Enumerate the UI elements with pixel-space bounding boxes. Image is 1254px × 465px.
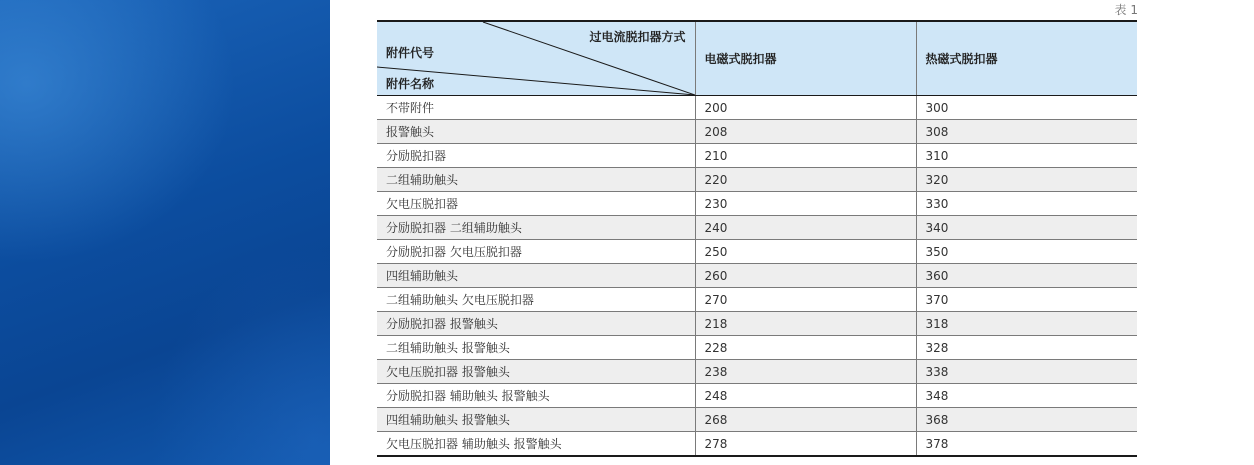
blue-side-panel	[0, 0, 330, 465]
header-thermal-magnetic: 热磁式脱扣器	[916, 21, 1137, 96]
accessory-name-cell: 分励脱扣器 报警触头	[377, 312, 695, 336]
electromagnetic-code-cell: 218	[695, 312, 916, 336]
electromagnetic-code-cell: 200	[695, 96, 916, 120]
electromagnetic-code-cell: 248	[695, 384, 916, 408]
thermal-code-cell: 310	[916, 144, 1137, 168]
header-trip-method-label: 过电流脱扣器方式	[589, 30, 686, 44]
table-row	[377, 168, 1137, 192]
electromagnetic-code-cell: 238	[695, 360, 916, 384]
table-row	[377, 216, 1137, 240]
accessory-name-cell: 欠电压脱扣器 辅助触头 报警触头	[386, 437, 562, 451]
accessory-name-cell: 分励脱扣器 欠电压脱扣器	[377, 240, 695, 264]
thermal-code-cell: 308	[916, 120, 1137, 144]
table-row	[377, 144, 1137, 168]
thermal-code-cell: 370	[916, 288, 1137, 312]
accessory-name-cell: 四组辅助触头 报警触头	[377, 408, 695, 432]
electromagnetic-code-cell: 278	[695, 432, 916, 457]
table-row	[377, 192, 1137, 216]
table-row	[377, 384, 1137, 408]
accessory-name-cell: 二组辅助触头 报警触头	[377, 336, 695, 360]
accessory-name-cell: 二组辅助触头	[377, 168, 695, 192]
electromagnetic-code-cell: 268	[695, 408, 916, 432]
table-row	[377, 336, 1137, 360]
thermal-code-cell: 368	[916, 408, 1137, 432]
accessory-name-cell: 不带附件	[377, 96, 695, 120]
electromagnetic-code-cell: 220	[695, 168, 916, 192]
table-row	[377, 360, 1137, 384]
electromagnetic-code-cell: 260	[695, 264, 916, 288]
table-body	[377, 21, 1137, 456]
header-electromagnetic: 电磁式脱扣器	[695, 21, 916, 96]
accessory-name-cell: 二组辅助触头 欠电压脱扣器	[377, 288, 695, 312]
header-accessory-code-label: 附件代号	[386, 46, 435, 60]
table-row	[377, 288, 1137, 312]
thermal-code-cell: 328	[916, 336, 1137, 360]
diagonal-header-cell	[377, 21, 695, 96]
electromagnetic-code-cell: 270	[695, 288, 916, 312]
electromagnetic-code-cell: 240	[695, 216, 916, 240]
accessory-name-cell: 分励脱扣器 二组辅助触头	[377, 216, 695, 240]
accessory-name-cell: 欠电压脱扣器	[377, 192, 695, 216]
accessory-name-cell: 分励脱扣器	[377, 144, 695, 168]
electromagnetic-code-cell: 230	[695, 192, 916, 216]
table-row	[377, 240, 1137, 264]
table-header-row	[377, 21, 1137, 96]
electromagnetic-code-cell: 228	[695, 336, 916, 360]
accessory-code-table	[377, 20, 1137, 457]
header-accessory-name-label: 附件名称	[386, 77, 435, 91]
accessory-name-cell: 分励脱扣器 辅助触头 报警触头	[377, 384, 695, 408]
table-row	[377, 120, 1137, 144]
thermal-code-cell: 320	[916, 168, 1137, 192]
table-row	[377, 408, 1137, 432]
thermal-code-cell: 378	[916, 432, 1137, 457]
table-row	[377, 264, 1137, 288]
thermal-code-cell: 350	[916, 240, 1137, 264]
thermal-code-cell: 340	[916, 216, 1137, 240]
table-row	[377, 312, 1137, 336]
thermal-code-cell: 338	[916, 360, 1137, 384]
thermal-code-cell: 330	[916, 192, 1137, 216]
electromagnetic-code-cell: 250	[695, 240, 916, 264]
thermal-code-cell: 360	[916, 264, 1137, 288]
table-row	[377, 96, 1137, 120]
thermal-code-cell: 348	[916, 384, 1137, 408]
accessory-name-cell: 欠电压脱扣器 报警触头	[377, 360, 695, 384]
table-caption: 表 1	[1114, 3, 1138, 17]
accessory-name-cell: 四组辅助触头	[377, 264, 695, 288]
electromagnetic-code-cell: 208	[695, 120, 916, 144]
accessory-name-cell: 报警触头	[377, 120, 695, 144]
table-row	[377, 432, 1137, 457]
thermal-code-cell: 318	[916, 312, 1137, 336]
thermal-code-cell: 300	[916, 96, 1137, 120]
electromagnetic-code-cell: 210	[695, 144, 916, 168]
